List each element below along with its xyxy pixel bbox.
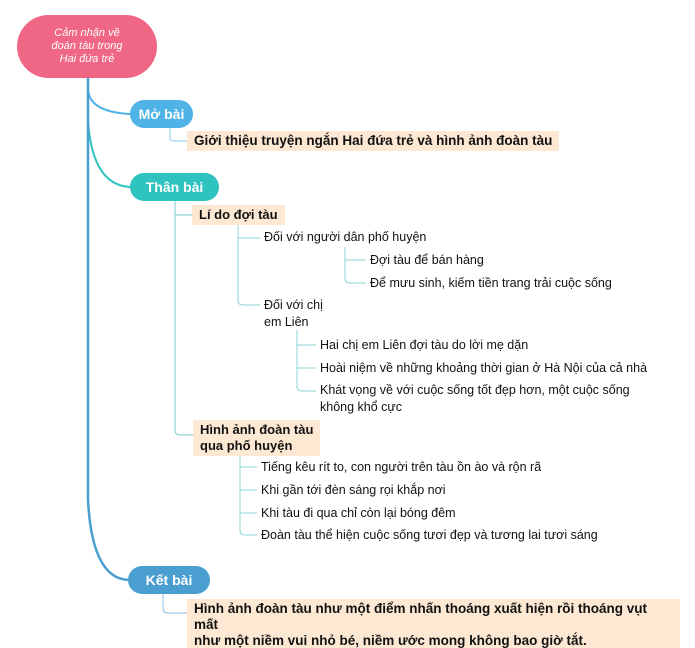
node-label-line: Hình ảnh đoàn tàu	[200, 422, 314, 437]
node-label-line: em Liên	[264, 315, 309, 329]
content-line: như một niềm vui nhỏ bé, niềm ước mong không bao giờ tắt.	[194, 633, 587, 648]
root-node[interactable]	[17, 15, 157, 78]
list-item[interactable]: Hai chị em Liên đợi tàu do lời mẹ dặn	[320, 338, 529, 352]
content-line: Hình ảnh đoàn tàu như một điểm nhấn thoáng xuất hiện rồi thoáng vụt mất	[194, 601, 648, 632]
node-ket-bai[interactable]: Kết bài	[128, 566, 210, 594]
list-item-line: không khổ cực	[320, 400, 403, 414]
mo-bai-content[interactable]: Giới thiệu truyện ngắn Hai đứa trẻ và hình ảnh đoàn tàu	[187, 131, 559, 151]
list-item[interactable]: Đợi tàu để bán hàng	[370, 253, 484, 267]
list-item[interactable]: Khi gần tới đèn sáng rọi khắp nơi	[261, 483, 446, 497]
node-nguoi-dan[interactable]: Đối với người dân phố huyện	[264, 230, 427, 244]
node-hinh-anh-doan-tau[interactable]	[193, 420, 320, 456]
root-line: đoàn tàu trong	[51, 40, 123, 52]
list-item[interactable]: Hoài niệm về những khoảng thời gian ở Hà Nội của cả nhà	[320, 361, 648, 375]
node-label-line: qua phố huyện	[200, 438, 293, 453]
node-than-bai[interactable]: Thân bài	[130, 173, 219, 201]
list-item-line: Khát vọng về với cuộc sống tốt đẹp hơn, một cuộc sống	[320, 383, 630, 397]
root-line: Hai đứa trẻ	[59, 53, 115, 65]
list-item[interactable]: Tiếng kêu rít to, con người trên tàu ồn ào và rộn rã	[261, 460, 542, 474]
list-item[interactable]: Để mưu sinh, kiếm tiền trang trải cuộc sống	[370, 276, 612, 290]
list-item[interactable]: Khi tàu đi qua chỉ còn lại bóng đêm	[261, 506, 456, 520]
node-mo-bai[interactable]: Mở bài	[130, 100, 193, 128]
node-li-do-doi-tau[interactable]: Lí do đợi tàu	[192, 205, 285, 225]
root-line: Cảm nhận về	[54, 27, 120, 39]
node-label-line: Đối với chị	[264, 298, 323, 312]
ket-bai-content[interactable]	[187, 599, 680, 648]
node-chi-em-lien[interactable]	[264, 297, 323, 331]
list-item[interactable]	[320, 382, 630, 416]
list-item[interactable]: Đoàn tàu thể hiện cuộc sống tươi đẹp và tương lai tươi sáng	[261, 528, 598, 542]
